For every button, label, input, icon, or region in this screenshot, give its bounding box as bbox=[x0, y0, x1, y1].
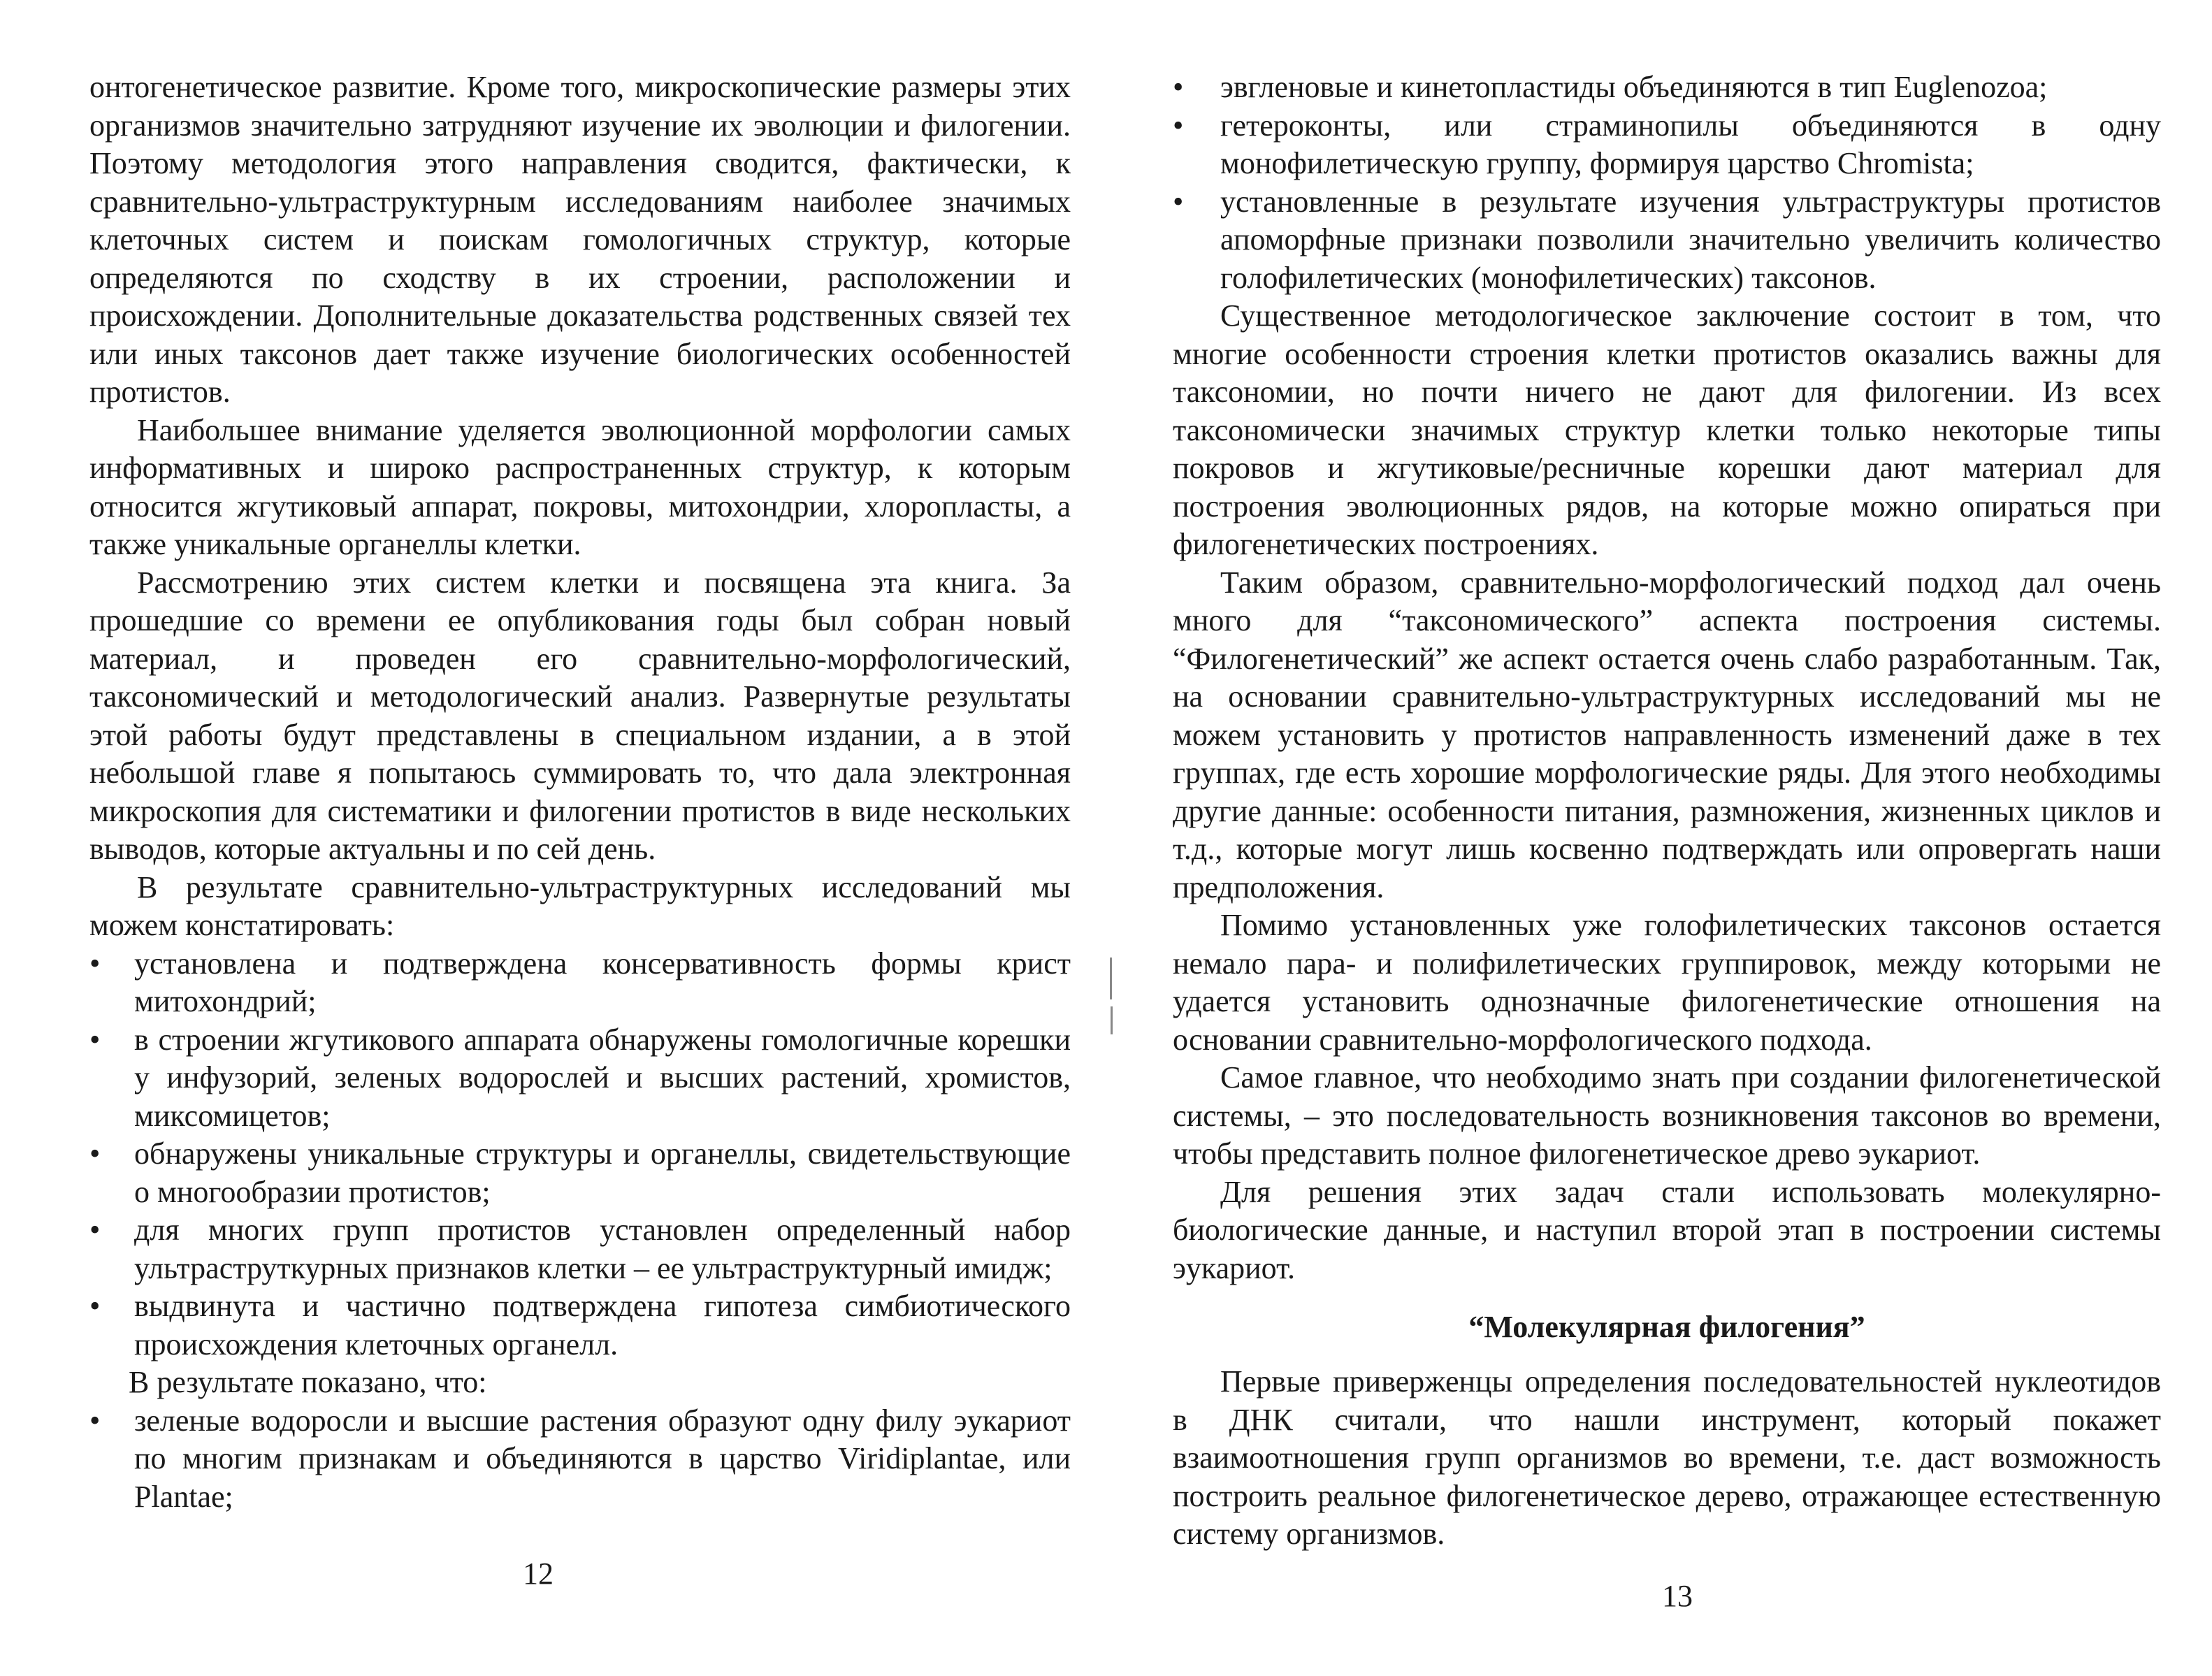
bullet-icon: • bbox=[89, 946, 101, 981]
bullet-icon: • bbox=[89, 1136, 101, 1171]
list-item-text: установлена и подтверждена консервативность формы крист митохондрий; bbox=[134, 946, 1071, 1018]
list-item bbox=[89, 945, 1071, 1021]
page-number: 12 bbox=[523, 1556, 554, 1591]
page-number: 13 bbox=[1662, 1579, 1693, 1613]
bullet-list bbox=[89, 945, 1071, 1364]
paragraph: онтогенетическое развитие. Кроме того, микроскопические размеры этих организмов значительно затрудняют изучение их эволюции и филогении. Поэтому методология этого направления сводится, фактически, к сравнительно-ультраструктурным исследованиям наиболее значимых клеточных систем и поискам гомологичных структур, которые определяются по сходству в их строении, расположении и происхождении. Дополнительные доказательства родственных связей тех или иных таксонов дает также изучение биологических особенностей протистов. bbox=[89, 70, 1071, 409]
list-item-text: зеленые водоросли и высшие растения образуют одну филу эукариот по многим признакам и объединяются в царство Viridiplantae, или Plantae; bbox=[134, 1403, 1071, 1514]
paragraph: Таким образом, сравнительно-морфологический подход дал очень много для “таксономического” аспекта построения системы. “Филогенетический” же аспект остается очень слабо разработанным. Так, на основании сравнительно-ультраструктурных исследований мы не можем установить у протистов направленность изменений даже в тех группах, где есть хорошие морфологические ряды. Для этого необходимы другие данные: особенности питания, размножения, жизненных циклов и т.д., которые могут лишь косвенно подтверждать или опровергать наши предположения. bbox=[1173, 565, 2161, 904]
list-item bbox=[89, 1135, 1071, 1211]
right-page bbox=[1106, 0, 2212, 1676]
paragraph: Самое главное, что необходимо знать при создании филогенетической системы, – это последовательность возникновения таксонов во времени, чтобы представить полное филогенетическое древо эукариот. bbox=[1173, 1060, 2161, 1171]
list-item bbox=[1173, 107, 2161, 183]
list-item-text: эвгленовые и кинетопластиды объединяются в тип Euglenozoa; bbox=[1220, 70, 2048, 104]
bullet-list bbox=[89, 1402, 1071, 1517]
list-item bbox=[89, 1287, 1071, 1364]
bullet-list bbox=[1173, 68, 2161, 297]
paragraph: В результате показано, что: bbox=[129, 1365, 487, 1399]
bullet-icon: • bbox=[1173, 70, 1184, 104]
left-page-text-column bbox=[89, 68, 1071, 1516]
bullet-icon: • bbox=[1173, 184, 1184, 219]
list-item bbox=[89, 1402, 1071, 1517]
list-item-text: обнаружены уникальные структуры и органеллы, свидетельствующие о многообразии протистов; bbox=[134, 1136, 1071, 1209]
list-item bbox=[1173, 68, 2161, 107]
paragraph: Существенное методологическое заключение состоит в том, что многие особенности строения клетки протистов оказались важны для таксономии, но почти ничего не дают для филогении. Из всех таксономически значимых структур клетки только некоторые типы покровов и жгутиковые/ресничные корешки дают материал для построения эволюционных рядов, на которые можно опираться при филогенетических построениях. bbox=[1173, 298, 2161, 561]
list-item bbox=[1173, 183, 2161, 298]
bullet-icon: • bbox=[89, 1403, 101, 1438]
paragraph: Наибольшее внимание уделяется эволюционной морфологии самых информативных и широко распространенных структур, к которым относится жгутиковый аппарат, покровы, митохондрии, хлоропласты, а также уникальные органеллы клетки. bbox=[89, 412, 1071, 561]
paragraph: Помимо установленных уже голофилетических таксонов остается немало пара- и полифилетических группировок, между которыми не удается установить однозначные филогенетические отношения на основании сравнительно-морфологического подхода. bbox=[1173, 908, 2161, 1057]
list-item bbox=[89, 1021, 1071, 1136]
list-item-text: в строении жгутикового аппарата обнаружены гомологичные корешки у инфузорий, зеленых водорослей и высших растений, хромистов, миксомицетов; bbox=[134, 1022, 1071, 1133]
bullet-icon: • bbox=[1173, 108, 1184, 143]
bullet-icon: • bbox=[89, 1022, 101, 1057]
list-item-text: выдвинута и частично подтверждена гипотеза симбиотического происхождения клеточных органелл. bbox=[134, 1289, 1071, 1361]
paragraph: Для решения этих задач стали использовать молекулярно-биологические данные, и наступил второй этап в построении системы эукариот. bbox=[1173, 1174, 2161, 1285]
paragraph: Рассмотрению этих систем клетки и посвящена эта книга. За прошедшие со времени ее опубликования годы был собран новый материал, и проведен его сравнительно-морфологический, таксономический и методологический анализ. Развернутые результаты этой работы будут представлены в специальном издании, а в этой небольшой главе я попытаюсь суммировать то, что дала электронная микроскопия для систематики и филогении протистов в виде нескольких выводов, которые актуальны и по сей день. bbox=[89, 565, 1071, 866]
list-item bbox=[89, 1211, 1071, 1287]
list-item-text: гетероконты, или страминопилы объединяются в одну монофилетическую группу, формируя царство Chromista; bbox=[1220, 108, 2161, 180]
section-heading: “Молекулярная филогения” bbox=[1468, 1310, 1865, 1344]
list-item-text: для многих групп протистов установлен определенный набор ультраструткурных признаков клетки – ее ультраструктурный имидж; bbox=[134, 1213, 1071, 1285]
right-page-text-column bbox=[1173, 68, 2161, 1554]
bullet-icon: • bbox=[89, 1289, 101, 1323]
list-item-text: установленные в результате изучения ультраструктуры протистов апоморфные признаки позволили значительно увеличить количество голофилетических (монофилетических) таксонов. bbox=[1220, 184, 2161, 295]
bullet-icon: • bbox=[89, 1213, 101, 1247]
paragraph: Первые приверженцы определения последовательностей нуклеотидов в ДНК считали, что нашли инструмент, который покажет взаимоотношения групп организмов во времени, т.е. даст возможность построить реальное филогенетическое дерево, отражающее естественную систему организмов. bbox=[1173, 1364, 2161, 1551]
paragraph: В результате сравнительно-ультраструктурных исследований мы можем констатировать: bbox=[89, 869, 1071, 942]
